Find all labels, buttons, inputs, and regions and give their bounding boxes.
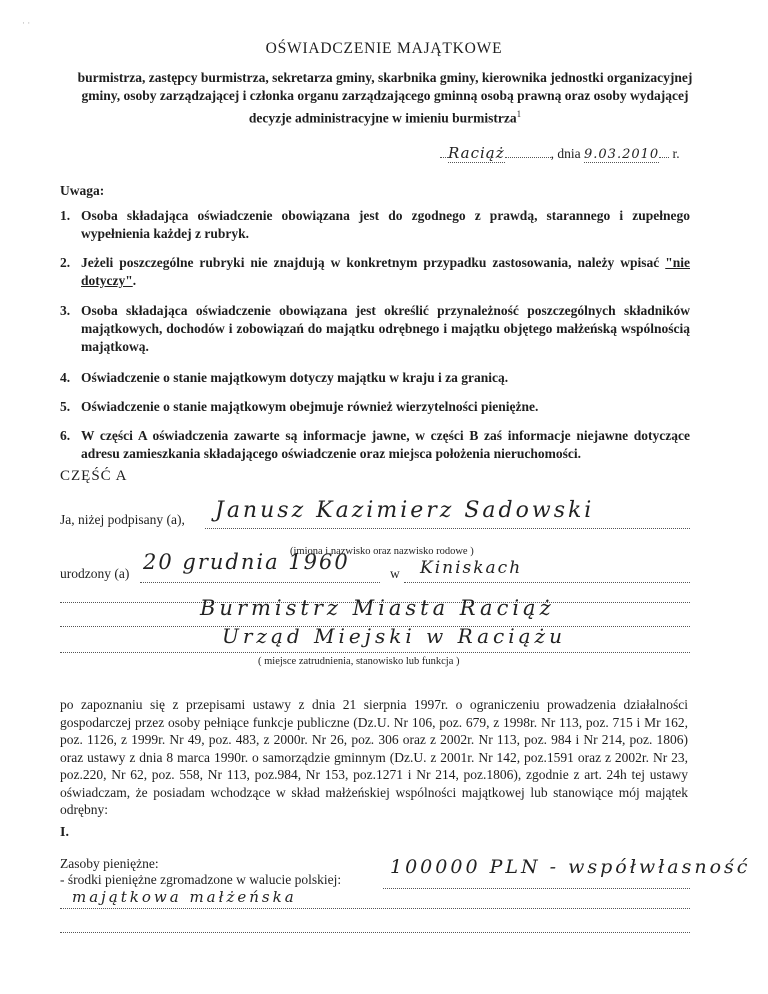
section-i-heading: I.: [60, 825, 69, 840]
document-subtitle: [70, 69, 700, 128]
uwaga-heading: Uwaga:: [60, 183, 105, 198]
footnote-mark: 1: [516, 109, 522, 119]
rule-item: [60, 427, 690, 463]
nie-dotyczy-quote: "nie dotyczy": [81, 255, 690, 288]
name-handwritten: Janusz Kazimierz Sadowski: [215, 498, 595, 523]
cash-underline-2: [60, 908, 690, 909]
subtitle-text: burmistrza, zastępcy burmistrza, sekretarza gminy, skarbnika gminy, kierownika jednostki organizacyjnej gminy, osoby zarządzającej i członka organu zarządzającego gminną osobą prawną oraz osoby wydającej decyzje administracyjne w imieniu burmistrza: [77, 70, 693, 126]
rules-list: [60, 207, 690, 474]
w-label-wrap: [390, 566, 420, 582]
rule-item: [60, 254, 690, 290]
cash-value-handwritten: 100000 PLN - współwłasność: [390, 856, 751, 878]
position-underline-2: [60, 652, 690, 653]
date-suffix: r.: [672, 146, 680, 161]
legal-paragraph: po zapoznaniu się z przepisami ustawy z dnia 21 sierpnia 1997r. o ograniczeniu prowadzenia działalności gospodarczej przez osoby pełniące funkcje publiczne (Dz.U. Nr 106, poz. 679, z 1998r. Nr 113, poz. 715 i Mr 162, poz. 1126, z 1999r. Nr 49, poz. 483, z 2000r. Nr 26, poz. 306 oraz z 2002r. Nr 113, poz. 984 i Nr 214, poz. 1806) oraz ustawy z dnia 8 marca 1990r. o samorządzie gminnym (Dz.U. z 2001r. Nr 142, poz.1591 oraz z 2002r. Nr 23, poz.220, Nr 62, poz. 558, Nr 113, poz.984, Nr 153, poz.1271 i Nr 214, poz.1806), zgodnie z art. 24h tej ustawy oświadczam, że posiadam wchodzące w skład małżeńskiej wspólności majątkowej lub stanowiące mój majątek odrębny:: [60, 697, 688, 817]
rule-number: 4.: [60, 370, 71, 385]
rule-number: 5.: [60, 399, 71, 414]
rule-text: Oświadczenie o stanie majątkowym obejmuje również wierzytelności pieniężne.: [81, 399, 539, 414]
position-handwritten-2: Urząd Miejski w Raciążu: [222, 624, 566, 648]
document-title: OŚWIADCZENIE MAJĄTKOWE: [265, 40, 503, 57]
rule-number: 3.: [60, 303, 71, 318]
rule-number: 6.: [60, 428, 71, 443]
cash-label: - środki pieniężne zgromadzone w walucie polskiej:: [60, 872, 342, 887]
birth-place-underline: [404, 582, 690, 583]
blank-line-2: [60, 932, 690, 933]
position-handwritten-1: Burmistrz Miasta Raciąż: [200, 596, 555, 620]
cash-underline-1: [383, 888, 690, 889]
rule-item: [60, 207, 690, 243]
place-field: Raciąż: [448, 144, 505, 162]
born-label: urodzony (a): [60, 566, 130, 581]
birth-place-handwritten: Kiniskach: [420, 558, 523, 578]
rule-number: 1.: [60, 208, 71, 223]
place-date-line: [440, 143, 690, 162]
rule-number: 2.: [60, 255, 71, 270]
w-label: w: [390, 566, 400, 581]
name-underline: [205, 528, 690, 529]
dnia-label: , dnia: [550, 146, 581, 161]
scan-speck: · ·: [22, 18, 31, 28]
name-label: Ja, niżej podpisany (a),: [60, 512, 185, 527]
birth-date-underline: [140, 582, 380, 583]
rule-text: Osoba składająca oświadczenie obowiązana jest określić przynależność poszczególnych składników majątkowych, dochodów i zobowiązań do majątku odrębnego i majątku objętego małżeńską wspólnością majątkową.: [81, 303, 690, 354]
zasoby-label: Zasoby pieniężne:: [60, 856, 159, 871]
rule-text-after: .: [132, 273, 137, 288]
rule-text-before: Jeżeli poszczególne rubryki nie znajdują w konkretnym przypadku zastosowania, należy wpisać: [81, 255, 666, 270]
rule-text: W części A oświadczenia zawarte są informacje jawne, w części B zaś informacje niejawne dotyczące adresu zamieszkania składającego oświadczenie oraz miejsca położenia nieruchomości.: [81, 428, 690, 461]
name-hint: (imiona i nazwisko oraz nazwisko rodowe ): [290, 546, 474, 557]
rule-item: [60, 302, 690, 356]
rule-text: Oświadczenie o stanie majątkowym dotyczy majątku w kraju i za granicą.: [81, 370, 509, 385]
part-a-heading: CZĘŚĆ A: [60, 468, 128, 484]
birth-date-handwritten: 20 grudnia 1960: [143, 550, 350, 574]
date-field: 9.03.2010: [584, 147, 660, 162]
rule-text: [81, 254, 690, 290]
zasoby-block: [60, 856, 341, 888]
rule-text: Osoba składająca oświadczenie obowiązana jest do zgodnego z prawdą, starannego i zupełnego wypełnienia każdej z rubryk.: [81, 208, 690, 241]
cash-value-cont-handwritten: majątkowa małżeńska: [72, 888, 297, 906]
rule-item: [60, 369, 690, 387]
rule-item: [60, 398, 690, 416]
position-hint: ( miejsce zatrudnienia, stanowisko lub funkcja ): [258, 656, 460, 667]
